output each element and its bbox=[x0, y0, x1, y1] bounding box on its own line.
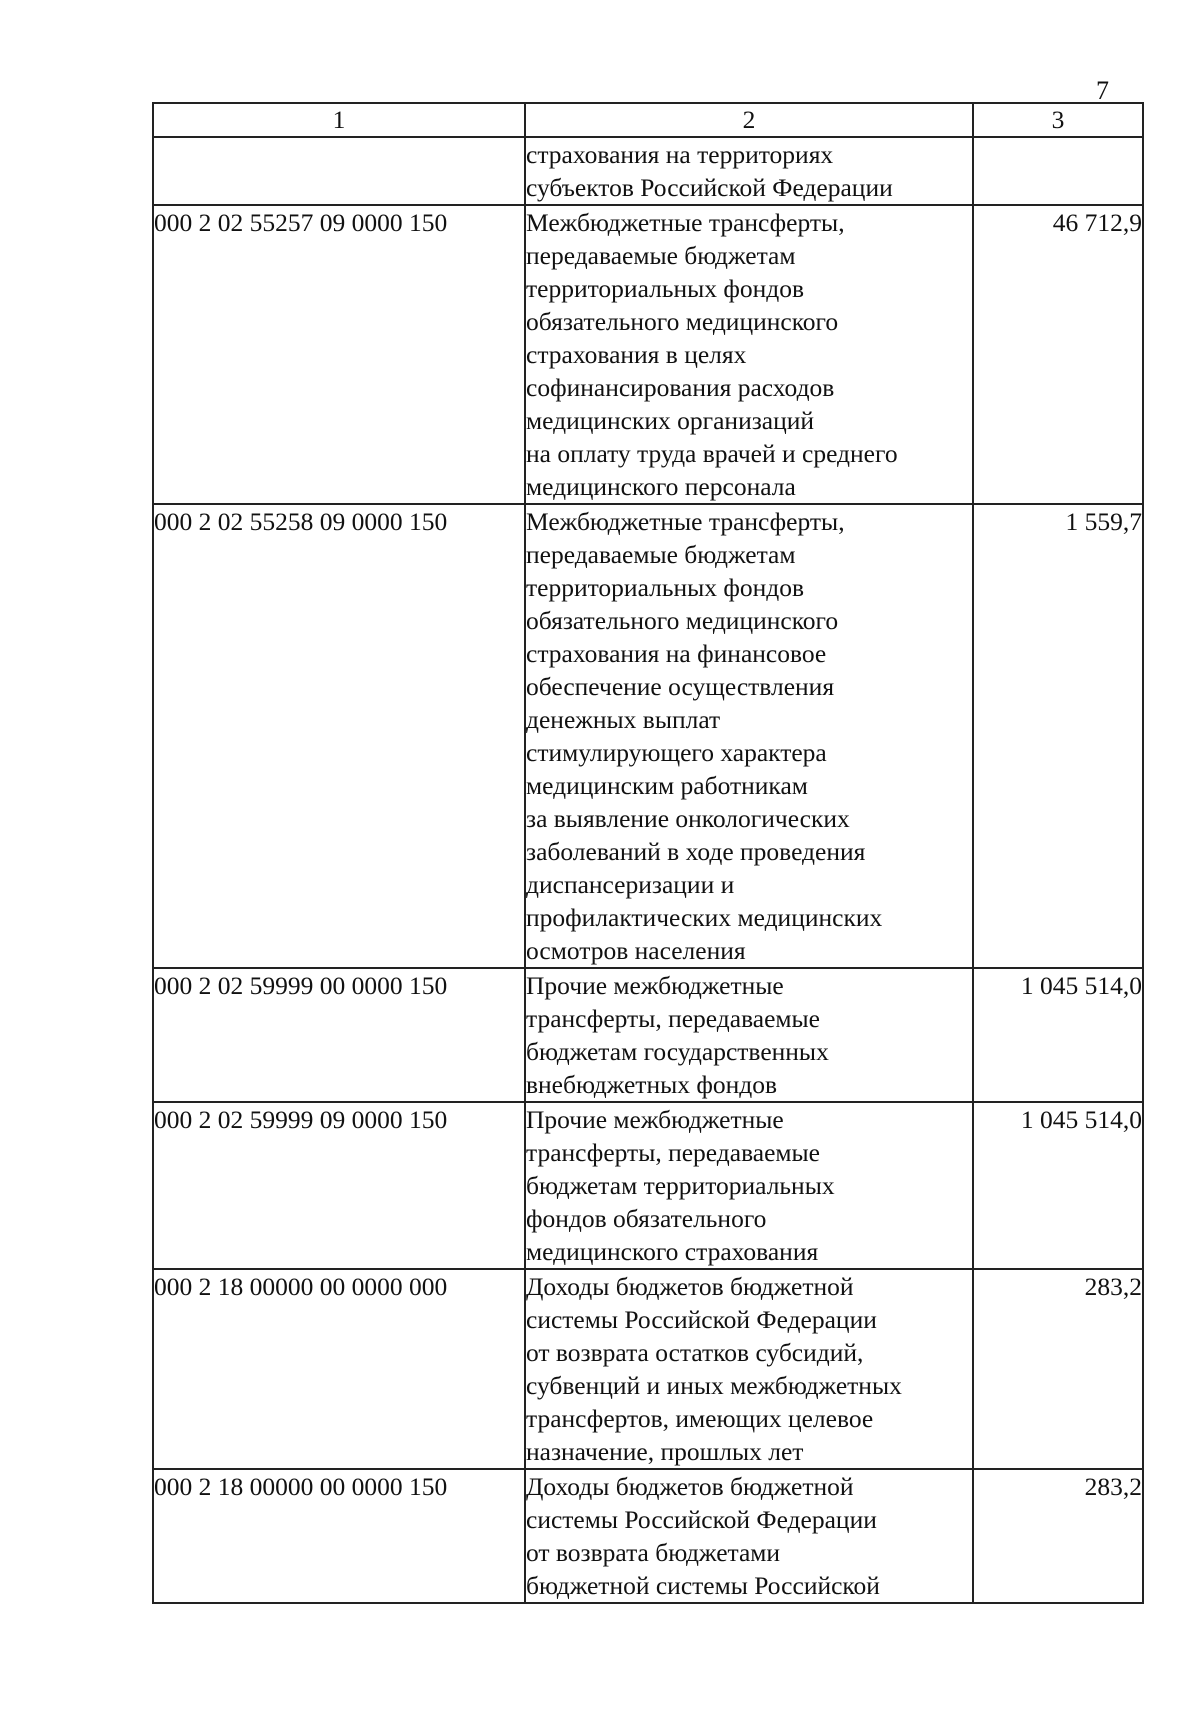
revenue-name-line: страхования на финансовое bbox=[526, 639, 827, 668]
table-header-row bbox=[153, 103, 1143, 137]
revenue-name-line: от возврата остатков субсидий, bbox=[526, 1338, 864, 1367]
revenue-code-cell: 000 2 02 55257 09 0000 150 bbox=[153, 205, 525, 504]
revenue-name-cell bbox=[525, 504, 973, 968]
revenue-name-line: медицинского страхования bbox=[526, 1237, 819, 1266]
revenue-code-cell: 000 2 18 00000 00 0000 150 bbox=[153, 1469, 525, 1603]
revenue-name-line: системы Российской Федерации bbox=[526, 1305, 877, 1334]
revenue-name-line: передаваемые бюджетам bbox=[526, 540, 796, 569]
revenue-name-line: Прочие межбюджетные bbox=[526, 971, 784, 1000]
revenue-name-cell bbox=[525, 137, 973, 205]
revenue-name-line: бюджетам территориальных bbox=[526, 1171, 835, 1200]
table-row bbox=[153, 1102, 1143, 1269]
revenue-name-line: медицинским работникам bbox=[526, 771, 808, 800]
table-row bbox=[153, 205, 1143, 504]
revenue-name-line: заболеваний в ходе проведения bbox=[526, 837, 866, 866]
amount-cell: 1 045 514,0 bbox=[973, 968, 1143, 1102]
revenue-name-line: трансфертов, имеющих целевое bbox=[526, 1404, 874, 1433]
budget-revenue-table bbox=[152, 102, 1144, 1604]
revenue-name-line: бюджетам государственных bbox=[526, 1037, 829, 1066]
revenue-name-line: территориальных фондов bbox=[526, 274, 805, 303]
column-header-name: 2 bbox=[525, 103, 973, 137]
revenue-name-cell bbox=[525, 1469, 973, 1603]
revenue-name-line: Межбюджетные трансферты, bbox=[526, 208, 845, 237]
revenue-name-line: обязательного медицинского bbox=[526, 307, 839, 336]
revenue-code-cell: 000 2 02 55258 09 0000 150 bbox=[153, 504, 525, 968]
revenue-code-cell: 000 2 02 59999 00 0000 150 bbox=[153, 968, 525, 1102]
revenue-name-line: Прочие межбюджетные bbox=[526, 1105, 784, 1134]
amount-cell: 283,2 bbox=[973, 1469, 1143, 1603]
table-row bbox=[153, 1269, 1143, 1469]
revenue-name-line: медицинского персонала bbox=[526, 472, 796, 501]
revenue-name-line: медицинских организаций bbox=[526, 406, 815, 435]
revenue-name-line: за выявление онкологических bbox=[526, 804, 850, 833]
revenue-name-line: страхования в целях bbox=[526, 340, 747, 369]
revenue-name-line: назначение, прошлых лет bbox=[526, 1437, 804, 1466]
revenue-name-line: трансферты, передаваемые bbox=[526, 1138, 820, 1167]
revenue-name-line: обязательного медицинского bbox=[526, 606, 839, 635]
amount-cell: 283,2 bbox=[973, 1269, 1143, 1469]
revenue-name-line: профилактических медицинских bbox=[526, 903, 883, 932]
revenue-name-line: бюджетной системы Российской bbox=[526, 1571, 880, 1600]
revenue-name-line: трансферты, передаваемые bbox=[526, 1004, 820, 1033]
revenue-name-cell bbox=[525, 1269, 973, 1469]
table-body bbox=[153, 137, 1143, 1603]
amount-cell: 1 045 514,0 bbox=[973, 1102, 1143, 1269]
amount-cell: 1 559,7 bbox=[973, 504, 1143, 968]
column-header-code: 1 bbox=[153, 103, 525, 137]
revenue-name-line: Доходы бюджетов бюджетной bbox=[526, 1472, 854, 1501]
revenue-name-line: субвенций и иных межбюджетных bbox=[526, 1371, 902, 1400]
revenue-name-line: диспансеризации и bbox=[526, 870, 735, 899]
amount-cell bbox=[973, 137, 1143, 205]
page-number: 7 bbox=[1096, 76, 1109, 105]
revenue-code-cell bbox=[153, 137, 525, 205]
revenue-code-cell: 000 2 02 59999 09 0000 150 bbox=[153, 1102, 525, 1269]
revenue-name-line: внебюджетных фондов bbox=[526, 1070, 778, 1099]
revenue-name-line: фондов обязательного bbox=[526, 1204, 767, 1233]
revenue-name-line: осмотров населения bbox=[526, 936, 746, 965]
revenue-name-line: территориальных фондов bbox=[526, 573, 805, 602]
table-row bbox=[153, 1469, 1143, 1603]
revenue-name-line: субъектов Российской Федерации bbox=[526, 173, 893, 202]
table-row bbox=[153, 504, 1143, 968]
column-header-sum: 3 bbox=[973, 103, 1143, 137]
revenue-name-line: системы Российской Федерации bbox=[526, 1505, 877, 1534]
revenue-code-cell: 000 2 18 00000 00 0000 000 bbox=[153, 1269, 525, 1469]
revenue-name-line: софинансирования расходов bbox=[526, 373, 835, 402]
revenue-name-line: стимулирующего характера bbox=[526, 738, 827, 767]
amount-cell: 46 712,9 bbox=[973, 205, 1143, 504]
revenue-name-line: от возврата бюджетами bbox=[526, 1538, 781, 1567]
revenue-name-line: Межбюджетные трансферты, bbox=[526, 507, 845, 536]
revenue-name-line: денежных выплат bbox=[526, 705, 721, 734]
revenue-name-line: на оплату труда врачей и среднего bbox=[526, 439, 898, 468]
revenue-name-cell bbox=[525, 205, 973, 504]
revenue-name-cell bbox=[525, 968, 973, 1102]
revenue-name-cell bbox=[525, 1102, 973, 1269]
revenue-name-line: обеспечение осуществления bbox=[526, 672, 835, 701]
revenue-name-line: страхования на территориях bbox=[526, 140, 834, 169]
revenue-name-line: Доходы бюджетов бюджетной bbox=[526, 1272, 854, 1301]
revenue-name-line: передаваемые бюджетам bbox=[526, 241, 796, 270]
table-row bbox=[153, 968, 1143, 1102]
table-row bbox=[153, 137, 1143, 205]
